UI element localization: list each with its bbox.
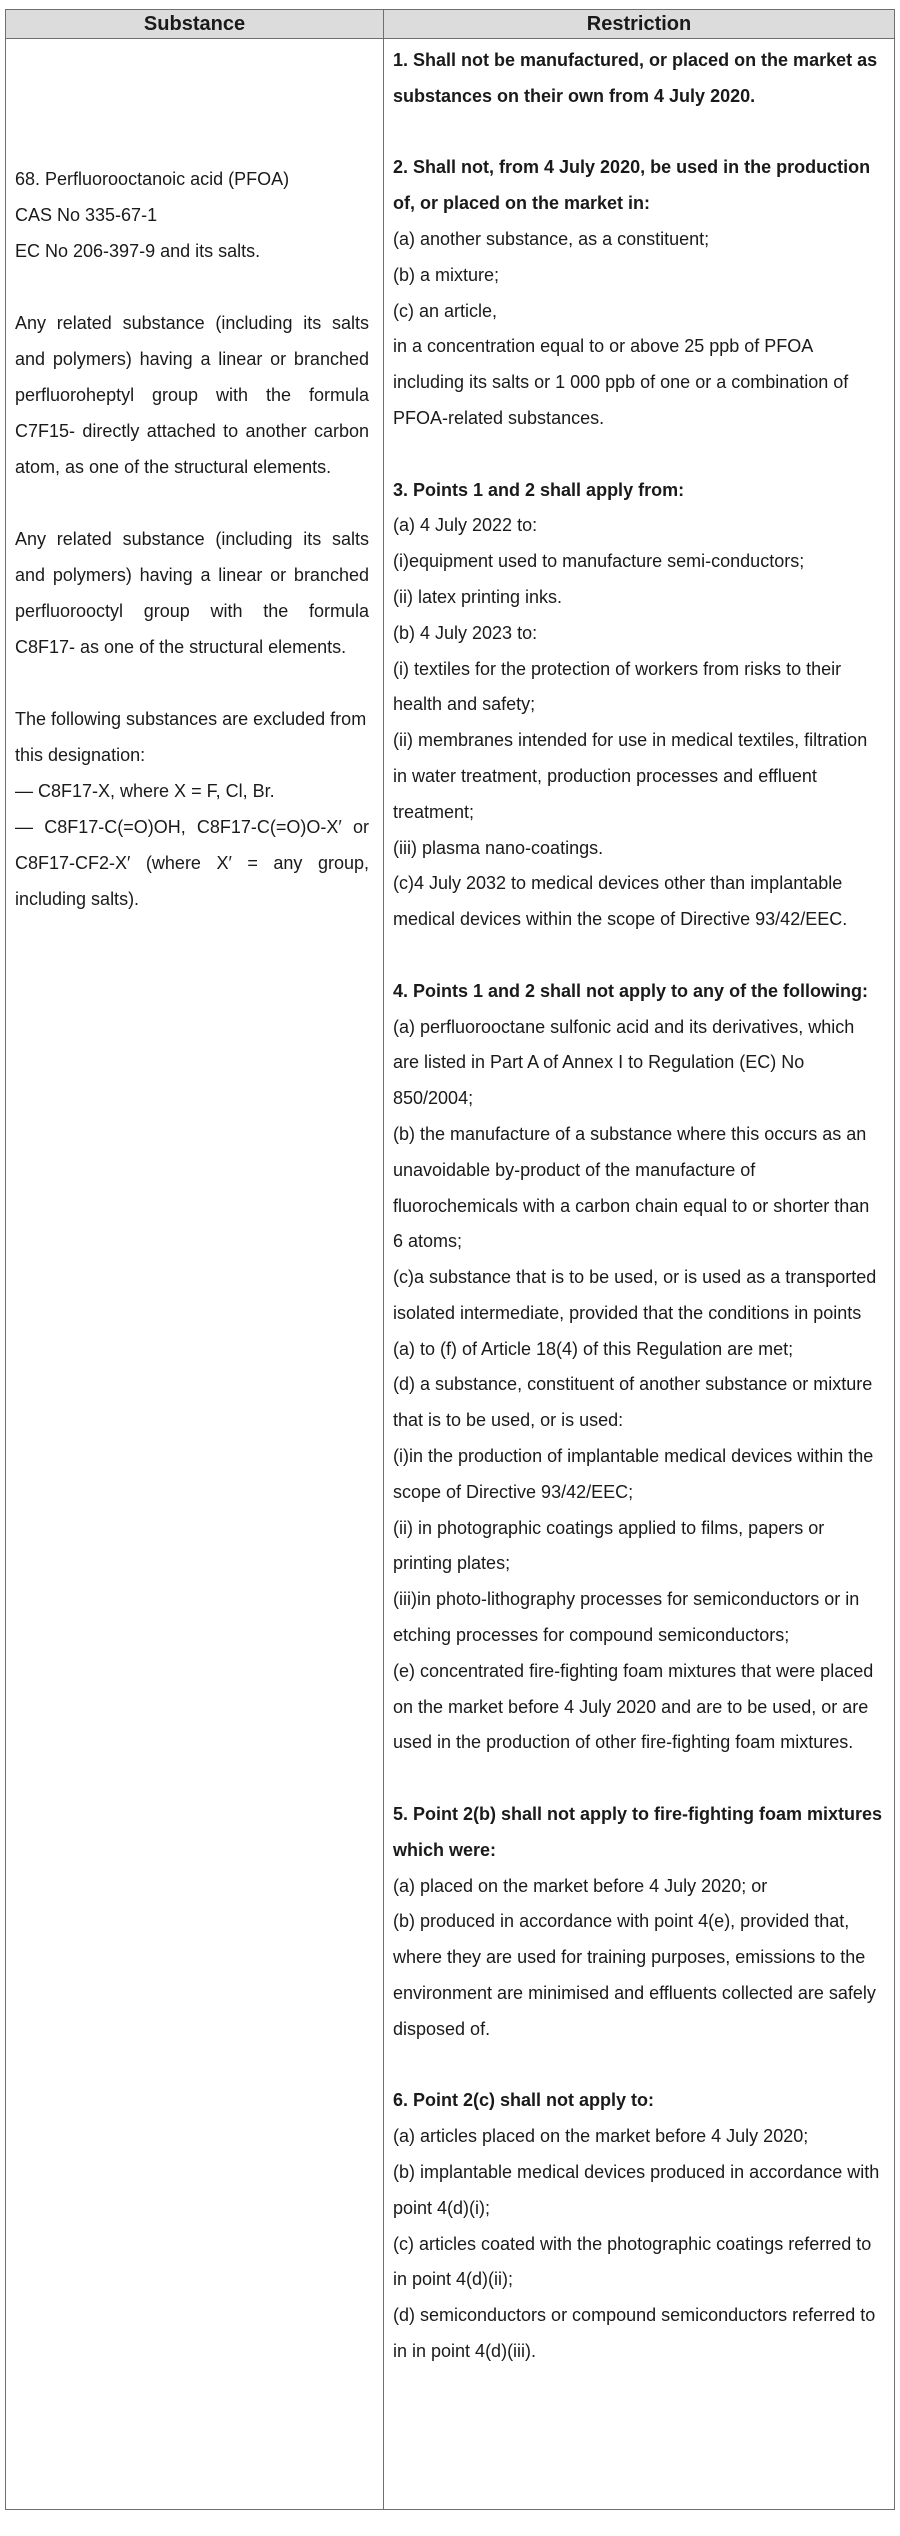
point-3-heading: 3. Points 1 and 2 shall apply from:	[393, 479, 685, 500]
point-3-a-ii: (ii) latex printing inks.	[393, 586, 563, 607]
excluded-item-1: — C8F17-X, where X = F, Cl, Br.	[15, 781, 275, 801]
point-3-a-i: (i)equipment used to manufacture semi-conductors;	[393, 551, 805, 572]
point-4-e: (e) concentrated fire-fighting foam mixtures that were placed on the market before 4 July 2020 and are to be used, or are used in the production of other fire-fighting foam mixtures.	[393, 1660, 874, 1753]
substance-ec-number: EC No 206-397-9 and its salts.	[15, 241, 261, 261]
point-3-b-i: (i) textiles for the protection of workers from risks to their health and safety;	[393, 658, 842, 715]
point-4-a: (a) perfluorooctane sulfonic acid and its derivatives, which are listed in Part A of Annex I to Regulation (EC) No 850/2004;	[393, 1016, 855, 1109]
point-3-b-iii: (iii) plasma nano-coatings.	[393, 837, 604, 858]
point-5-heading: 5. Point 2(b) shall not apply to fire-fighting foam mixtures which were:	[393, 1804, 883, 1860]
table-row	[6, 39, 895, 2510]
point-4-d-i: (i)in the production of implantable medical devices within the scope of Directive 93/42/EEC;	[393, 1446, 874, 1502]
point-2-a: (a) another substance, as a constituent;	[393, 228, 710, 249]
point-6-b: (b) implantable medical devices produced in accordance with point 4(d)(i);	[393, 2162, 880, 2218]
point-2-c: (c) an article,	[393, 300, 498, 321]
header-row	[6, 10, 895, 39]
point-6-d: (d) semiconductors or compound semiconductors referred to in in point 4(d)(iii).	[393, 2305, 876, 2361]
substance-cas-number: CAS No 335-67-1	[15, 205, 158, 225]
point-4-b: (b) the manufacture of a substance where this occurs as an unavoidable by-product of the manufacture of fluorochemicals with a carbon chain equal to or shorter than 6 atoms;	[393, 1123, 870, 1252]
point-2-tail: in a concentration equal to or above 25 ppb of PFOA including its salts or 1 000 ppb of one or a combination of PFOA-related substances.	[393, 336, 849, 428]
point-4-d-iii: (iii)in photo-lithography processes for semiconductors or in etching processes for compound semiconductors;	[393, 1589, 860, 1646]
point-2-heading: 2. Shall not, from 4 July 2020, be used in the production of, or placed on the market in:	[393, 157, 871, 214]
header-substance: Substance	[6, 10, 384, 39]
header-restriction: Restriction	[384, 10, 895, 39]
point-4-d-ii: (ii) in photographic coatings applied to films, papers or printing plates;	[393, 1517, 825, 1574]
point-3-a: (a) 4 July 2022 to:	[393, 515, 538, 536]
related-substance-1: Any related substance (including its salts and polymers) having a linear or branched perfluoroheptyl group with the formula C7F15- directly attached to another carbon atom, as one of the structural elements.	[15, 313, 369, 477]
point-4-heading: 4. Points 1 and 2 shall not apply to any of the following:	[393, 980, 869, 1001]
excluded-item-2: — C8F17-C(=O)OH, C8F17-C(=O)O-X′ or C8F17-CF2-X′ (where X′ = any group, including salts).	[15, 817, 369, 909]
restriction-table	[5, 9, 895, 2510]
point-3-b-ii: (ii) membranes intended for use in medical textiles, filtration in water treatment, production processes and effluent treatment;	[393, 730, 868, 822]
point-4-c: (c)a substance that is to be used, or is used as a transported isolated intermediate, provided that the conditions in points (a) to (f) of Article 18(4) of this Regulation are met;	[393, 1267, 877, 1359]
point-5-b: (b) produced in accordance with point 4(e), provided that, where they are used for training purposes, emissions to the environment are minimised and effluents collected are safely disposed of.	[393, 1911, 876, 2039]
point-5-a: (a) placed on the market before 4 July 2020; or	[393, 1875, 768, 1896]
point-6-a: (a) articles placed on the market before 4 July 2020;	[393, 2126, 809, 2147]
excluded-intro: The following substances are excluded from this designation:	[15, 709, 367, 765]
point-3-b: (b) 4 July 2023 to:	[393, 622, 538, 643]
point-6-heading: 6. Point 2(c) shall not apply to:	[393, 2090, 655, 2111]
related-substance-2: Any related substance (including its salts and polymers) having a linear or branched perfluorooctyl group with the formula C8F17- as one of the structural elements.	[15, 529, 369, 657]
point-4-d: (d) a substance, constituent of another substance or mixture that is to be used, or is used:	[393, 1374, 873, 1431]
substance-cell	[6, 39, 384, 2510]
point-2-b: (b) a mixture;	[393, 264, 500, 285]
restriction-cell	[384, 39, 895, 2510]
point-3-c: (c)4 July 2032 to medical devices other than implantable medical devices within the scope of Directive 93/42/EEC.	[393, 873, 848, 930]
point-6-c: (c) articles coated with the photographic coatings referred to in point 4(d)(ii);	[393, 2233, 872, 2290]
substance-entry-title: 68. Perfluorooctanoic acid (PFOA)	[15, 169, 290, 189]
point-1: 1. Shall not be manufactured, or placed on the market as substances on their own from 4 July 2020.	[393, 50, 878, 106]
